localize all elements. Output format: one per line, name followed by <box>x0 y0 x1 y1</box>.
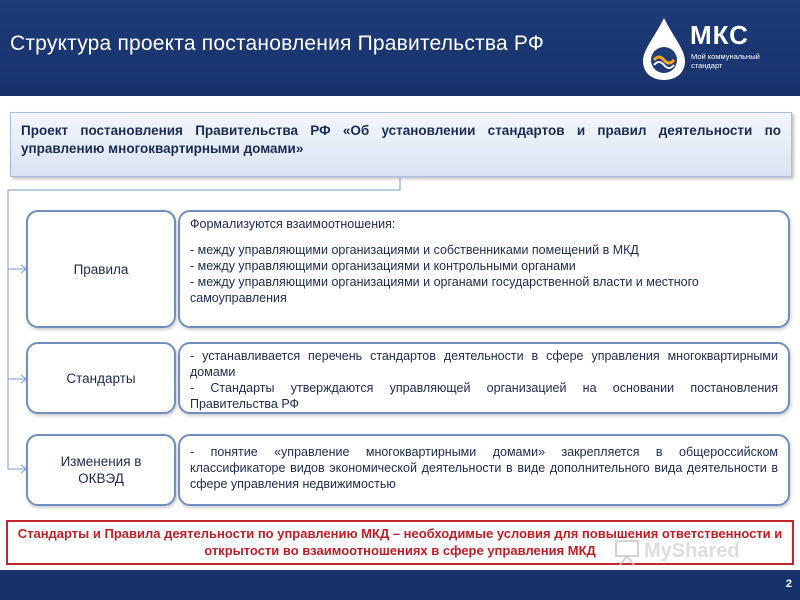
watermark <box>612 538 772 570</box>
section-label-text: Правила <box>73 261 129 277</box>
desc-line: - устанавливается перечень стандартов деятельности в сфере управления многоквартирными домами <box>190 349 778 379</box>
section-label-text: Изменения в ОКВЭД <box>60 454 142 486</box>
page-title: Структура проекта постановления Правительства РФ <box>10 32 545 55</box>
conclusion-text: Стандарты и Правила деятельности по управлению МКД – необходимые условия для повышения ответственности и открытости во взаимоотношениях в сфере управления МКД <box>17 526 783 558</box>
water-drop-icon <box>640 16 688 82</box>
desc-line: - между управляющими организациями и собственниками помещений в МКД <box>190 243 639 257</box>
page-number: 2 <box>785 578 792 590</box>
section-label-text: Стандарты <box>66 370 136 386</box>
project-title-box <box>10 112 792 177</box>
section-label-rules <box>26 210 176 328</box>
section-desc-rules <box>178 210 790 328</box>
logo-name: МКС <box>690 20 749 50</box>
watermark-text: MyShared <box>644 540 740 562</box>
desc-line: - между управляющими организациями и органами государственной власти и местного самоуправления <box>190 275 699 305</box>
project-title-text: Проект постановления Правительства РФ «Об установлении стандартов и правил деятельности по управлению многоквартирными домами» <box>21 123 781 156</box>
desc-spacer <box>190 232 778 242</box>
footer-bar <box>0 570 800 600</box>
section-label-standards <box>26 342 176 414</box>
presentation-board-icon <box>614 538 640 566</box>
section-desc-standards <box>178 342 790 414</box>
section-desc-okved <box>178 434 790 506</box>
desc-line: Формализуются взаимоотношения: <box>190 217 396 231</box>
mks-logo <box>640 12 800 88</box>
desc-line: - между управляющими организациями и контрольными органами <box>190 259 576 273</box>
desc-line: - Стандарты утверждаются управляющей организацией на основании постановления Правительства РФ <box>190 381 778 411</box>
header-bar <box>0 0 800 96</box>
desc-line: - понятие «управление многоквартирными домами» закрепляется в общероссийском классификаторе видов экономической деятельности в виде дополнительного вида деятельности в сфере управления недвижимостью <box>190 445 778 491</box>
logo-tagline: Мой коммунальный стандарт <box>691 52 760 70</box>
section-label-okved <box>26 434 176 506</box>
